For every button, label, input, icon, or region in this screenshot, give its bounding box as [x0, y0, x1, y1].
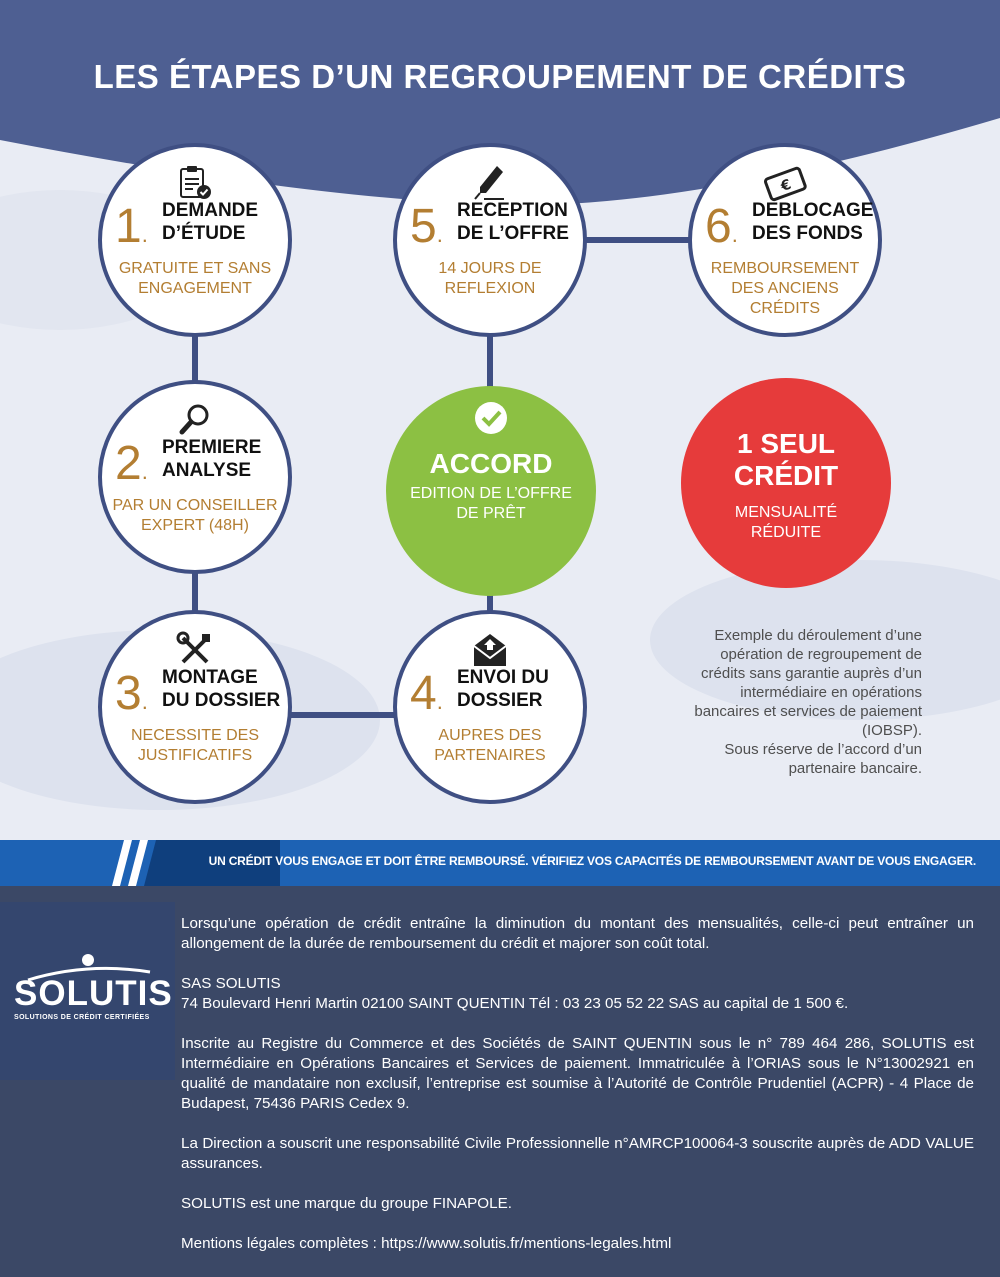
company-name: SAS SOLUTIS [181, 975, 281, 992]
pen-icon [397, 163, 583, 203]
disclaimer-note: Exemple du déroulement d’une opération de regroupement de crédits sans garantie auprès d’un intermédiaire en opérations bancaires et services de paiement (IOBSP). Sous réserve de l’accord d’un partenaire bancaire. [694, 627, 922, 777]
step-subtitle: 14 JOURS DE REFLEXION [438, 260, 542, 297]
step-4 [393, 610, 587, 804]
step-subtitle: GRATUITE ET SANS ENGAGEMENT [118, 260, 272, 297]
warning-text: UN CRÉDIT VOUS ENGAGE ET DOIT ÊTRE REMBOURSÉ. VÉRIFIEZ VOS CAPACITÉS DE REMBOURSEMENT AVANT DE VOUS ENGAGER. [208, 854, 976, 868]
accord-subtitle: EDITION DE L’OFFRE DE PRÊT [410, 485, 572, 522]
legal-paragraph: Inscrite au Registre du Commerce et des Sociétés de SAINT QUENTIN sous le n° 789 464 286, SOLUTIS est Intermédiaire en Opérations Bancaires et Services de paiement. Immatriculée à l’ORIAS sous le N°13002921 en qualité de mandataire non exclusif, l’entreprise est soumise à l’Autorité de Contrôle Prudentiel (ACPR) - 4 Place de Budapest, 75436 PARIS Cedex 9. [181, 1035, 974, 1112]
legal-paragraph: SOLUTIS est une marque du groupe FINAPOLE. [181, 1195, 512, 1212]
single-credit-subtitle: MENSUALITÉ RÉDUITE [734, 504, 838, 541]
page-title: LES ÉTAPES D’UN REGROUPEMENT DE CRÉDITS [93, 58, 907, 95]
check-circle-icon [386, 400, 596, 441]
step-title: DEBLOCAGE DES FONDS [752, 200, 874, 244]
legal-paragraph: Lorsqu’une opération de crédit entraîne la diminution du montant des mensualités, celle-ci peut entraîner un allongement de la durée de remboursement du crédit et majorer son coût total. [181, 915, 974, 952]
step-2 [98, 380, 292, 574]
logo [0, 902, 175, 1080]
step-1 [98, 143, 292, 337]
logo-text: SOLUTIS [14, 974, 173, 1013]
footer [0, 886, 1000, 1277]
step-subtitle: PAR UN CONSEILLER EXPERT (48H) [112, 497, 278, 534]
euro-banknote-icon [692, 163, 878, 203]
legal-text [181, 914, 974, 1274]
step-6 [688, 143, 882, 337]
logo-arc [0, 902, 175, 982]
step-number: 2. [115, 437, 148, 490]
step-number: 1. [115, 200, 148, 253]
accord-circle [386, 386, 596, 596]
envelope-icon [397, 630, 583, 670]
legal-paragraph: La Direction a souscrit une responsabilité Civile Professionnelle n°AMRCP100064-3 souscrite auprès de ADD VALUE assurances. [181, 1135, 974, 1172]
logo-tagline: SOLUTIONS DE CRÉDIT CERTIFIÉES [14, 1014, 150, 1021]
tools-icon [102, 630, 288, 670]
step-5 [393, 143, 587, 337]
step-number: 3. [115, 667, 148, 720]
magnifier-icon [102, 400, 288, 440]
step-title: RECEPTION DE L’OFFRE [457, 200, 569, 244]
step-subtitle: REMBOURSEMENT DES ANCIENS CRÉDITS [710, 260, 860, 317]
step-title: DEMANDE D’ÉTUDE [162, 200, 259, 244]
step-subtitle: NECESSITE DES JUSTIFICATIFS [130, 727, 260, 764]
warning-banner [0, 840, 1000, 886]
step-3 [98, 610, 292, 804]
legal-link[interactable]: Mentions légales complètes : https://www.solutis.fr/mentions-legales.html [181, 1235, 672, 1252]
clipboard-check-icon [102, 163, 288, 203]
svg-text:€: € [778, 176, 794, 196]
single-credit-circle [681, 378, 891, 588]
single-credit-title: 1 SEUL CRÉDIT [733, 428, 839, 491]
step-subtitle: AUPRES DES PARTENAIRES [434, 727, 546, 764]
step-title: ENVOI DU DOSSIER [457, 667, 549, 711]
step-title: PREMIERE ANALYSE [162, 437, 262, 481]
company-address: 74 Boulevard Henri Martin 02100 SAINT QUENTIN Tél : 03 23 05 52 22 SAS au capital de 1 500 €. [181, 995, 849, 1012]
step-title: MONTAGE DU DOSSIER [162, 667, 281, 711]
step-number: 6. [705, 200, 738, 253]
step-number: 4. [410, 667, 443, 720]
accord-title: ACCORD [429, 448, 553, 479]
step-number: 5. [410, 200, 443, 253]
